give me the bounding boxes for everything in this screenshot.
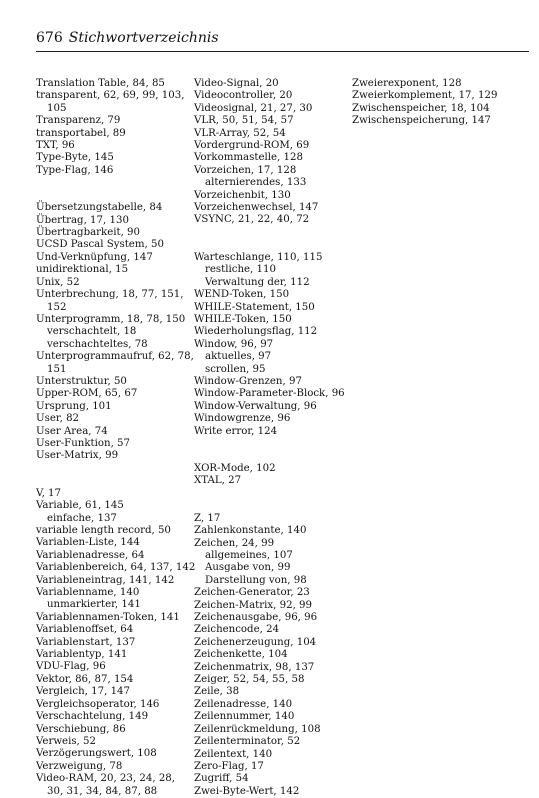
index-entry: User-Matrix, 99 <box>36 450 119 462</box>
index-entry: Upper-ROM, 65, 67 <box>36 388 138 400</box>
index-entry: aktuelles, 97 <box>205 351 272 363</box>
index-block <box>36 202 194 463</box>
index-entry: Window, 96, 97 <box>194 338 274 350</box>
index-entry: Window-Verwaltung, 96 <box>194 400 317 412</box>
block-gap <box>194 488 346 513</box>
index-entry: Variableneintrag, 141, 142 <box>36 574 175 586</box>
index-entry: XTAL, 27 <box>194 475 242 487</box>
running-header <box>36 29 219 47</box>
index-entry: scrollen, 95 <box>205 363 266 375</box>
index-entry: Und-Verknüpfung, 147 <box>36 251 153 263</box>
index-column-3 <box>352 78 530 128</box>
index-block <box>194 252 346 438</box>
index-block <box>194 513 346 798</box>
index-entry: Zweierexponent, 128 <box>352 78 462 89</box>
index-entry: Vergleichsoperator, 146 <box>36 698 160 710</box>
index-entry: Vordergrund-ROM, 69 <box>194 140 310 152</box>
index-entry: restliche, 110 <box>205 264 276 276</box>
index-entry: VLR, 50, 51, 54, 57 <box>194 115 294 127</box>
index-entry: Vorzeichen, 17, 128 <box>194 164 297 176</box>
index-entry: Window-Grenzen, 97 <box>194 375 302 387</box>
index-entry: Wiederholungsflag, 112 <box>194 326 318 338</box>
index-entry: Translation Table, 84, 85 <box>36 78 165 89</box>
index-entry: Warteschlange, 110, 115 <box>194 251 323 263</box>
index-entry: 152 <box>47 301 67 313</box>
index-entry: Verzögerungswert, 108 <box>36 748 157 760</box>
index-entry: Unterprogrammaufruf, 62, 78, <box>36 351 194 363</box>
index-entry: Verwaltung der, 112 <box>205 276 310 288</box>
index-entry: variable length record, 50 <box>36 525 171 536</box>
index-entry: Transparenz, 79 <box>36 115 121 127</box>
index-entry: Zweierkomplement, 17, 129 <box>352 90 498 102</box>
index-entry: Variablenbereich, 64, 137, 142 <box>36 562 196 574</box>
index-entry: verschachtelt, 18 <box>47 326 137 338</box>
index-entry: Verzweigung, 78 <box>36 760 123 772</box>
index-entry: Variablenadresse, 64 <box>36 549 145 561</box>
index-entry: Unterprogramm, 18, 78, 150 <box>36 313 186 325</box>
index-entry: Video-Signal, 20 <box>194 78 279 89</box>
index-entry: Übertrag, 17, 130 <box>36 214 129 226</box>
index-entry: Verschachtelung, 149 <box>36 711 149 723</box>
index-entry: User-Funktion, 57 <box>36 437 131 449</box>
page-number: 676 <box>36 30 63 46</box>
index-entry: Zahlenkonstante, 140 <box>194 525 307 537</box>
index-entry: VLR-Array, 52, 54 <box>194 127 286 139</box>
block-gap <box>36 463 188 488</box>
index-entry: Type-Byte, 145 <box>36 152 114 164</box>
index-entry: WEND-Token, 150 <box>194 289 290 301</box>
index-block <box>352 78 530 128</box>
index-entry: Ursprung, 101 <box>36 400 112 412</box>
index-entry: WHILE-Token, 150 <box>194 313 292 325</box>
index-entry: transportabel, 89 <box>36 127 126 139</box>
block-gap <box>194 227 346 252</box>
index-entry: Zero-Flag, 17 <box>194 760 264 772</box>
index-entry: Variablenname, 140 <box>36 587 140 599</box>
index-entry: Verweis, 52 <box>36 735 96 747</box>
index-block <box>194 463 346 488</box>
index-entry: User, 82 <box>36 413 80 425</box>
index-entry: Zeichen, 24, 99 <box>194 537 275 549</box>
index-entry: Type-Flag, 146 <box>36 164 114 176</box>
block-gap <box>194 438 346 463</box>
index-block <box>36 78 188 177</box>
index-entry: Zwei-Byte-Wert, 142 <box>194 785 300 797</box>
index-entry: Zeichen-Matrix, 92, 99 <box>194 599 313 611</box>
index-entry: Variablen-Liste, 144 <box>36 537 140 549</box>
index-entry: VSYNC, 21, 22, 40, 72 <box>194 214 310 226</box>
index-entry: Vorzeichenwechsel, 147 <box>194 202 319 214</box>
index-entry: Zugriff, 54 <box>194 773 249 785</box>
index-entry: verschachteltes, 78 <box>47 338 148 350</box>
index-entry: allgemeines, 107 <box>205 550 293 561</box>
index-entry: Videocontroller, 20 <box>194 90 293 102</box>
index-column-1 <box>36 78 196 798</box>
index-entry: UCSD Pascal System, 50 <box>36 239 164 251</box>
header-rule <box>36 51 529 52</box>
index-entry: Zeilenrückmeldung, 108 <box>194 723 321 735</box>
index-entry: Zeichenerzeugung, 104 <box>194 636 317 648</box>
index-entry: Ausgabe von, 99 <box>205 562 291 574</box>
index-entry: Übersetzungstabelle, 84 <box>36 202 163 214</box>
index-entry: alternierendes, 133 <box>205 177 307 189</box>
index-entry: Darstellung von, 98 <box>205 574 307 586</box>
page-title: Stichwortverzeichnis <box>68 30 219 46</box>
index-entry: Videosignal, 21, 27, 30 <box>194 102 313 114</box>
index-entry: V, 17 <box>36 487 62 499</box>
index-entry: Zeichenmatrix, 98, 137 <box>194 661 315 673</box>
index-entry: 105 <box>47 102 67 114</box>
index-entry: Video-RAM, 20, 23, 24, 28, <box>36 773 176 785</box>
index-entry: Zeilentext, 140 <box>194 748 273 760</box>
index-entry: unidirektional, 15 <box>36 264 129 276</box>
index-entry: Windowgrenze, 96 <box>194 413 291 425</box>
index-entry: Zeichenkette, 104 <box>194 649 288 661</box>
index-entry: Unix, 52 <box>36 276 80 288</box>
index-entry: Unterbrechung, 18, 77, 151, <box>36 289 184 301</box>
index-column-2 <box>194 78 346 798</box>
index-entry: unmarkierter, 141 <box>47 599 141 611</box>
index-entry: Zeiger, 52, 54, 55, 58 <box>194 674 305 686</box>
index-entry: einfache, 137 <box>47 512 117 524</box>
index-entry: Z, 17 <box>194 512 221 524</box>
index-entry: XOR-Mode, 102 <box>194 462 276 474</box>
index-entry: User Area, 74 <box>36 425 108 437</box>
index-block <box>36 487 196 798</box>
index-entry: VDU-Flag, 96 <box>36 661 106 673</box>
index-entry: Übertragbarkeit, 90 <box>36 227 141 239</box>
index-entry: Variablennamen-Token, 141 <box>36 611 180 623</box>
index-block <box>194 78 346 227</box>
index-entry: 151 <box>47 363 67 375</box>
index-entry: Unterstruktur, 50 <box>36 375 127 387</box>
index-entry: Variable, 61, 145 <box>36 500 124 512</box>
index-entry: Vorzeichenbit, 130 <box>194 189 291 201</box>
index-entry: Variablentyp, 141 <box>36 649 128 661</box>
index-entry: Vergleich, 17, 147 <box>36 686 131 698</box>
index-entry: Variablenoffset, 64 <box>36 624 134 636</box>
index-entry: Verschiebung, 86 <box>36 723 126 735</box>
index-entry: Zwischenspeicher, 18, 104 <box>352 102 490 114</box>
index-entry: Zeichen-Generator, 23 <box>194 587 310 599</box>
index-entry: Zwischenspeicherung, 147 <box>352 115 491 127</box>
index-entry: Variablenstart, 137 <box>36 636 136 648</box>
index-entry: transparent, 62, 69, 99, 103, <box>36 90 185 102</box>
index-entry: Vorkommastelle, 128 <box>194 152 303 164</box>
index-entry: Zeile, 38 <box>194 686 240 698</box>
index-entry: Zeilenterminator, 52 <box>194 736 301 748</box>
index-entry: 30, 31, 34, 84, 87, 88 <box>47 785 158 797</box>
index-entry: Zeichenausgabe, 96, 96 <box>194 612 318 624</box>
index-entry: WHILE-Statement, 150 <box>194 301 315 313</box>
index-entry: Write error, 124 <box>194 425 278 437</box>
index-entry: TXT, 96 <box>36 140 75 152</box>
index-entry: Vektor, 86, 87, 154 <box>36 673 134 685</box>
index-entry: Zeilenadresse, 140 <box>194 698 293 710</box>
block-gap <box>36 177 188 202</box>
index-entry: Zeichencode, 24 <box>194 624 280 636</box>
index-entry: Window-Parameter-Block, 96 <box>194 388 345 400</box>
index-entry: Zeilennummer, 140 <box>194 711 295 723</box>
